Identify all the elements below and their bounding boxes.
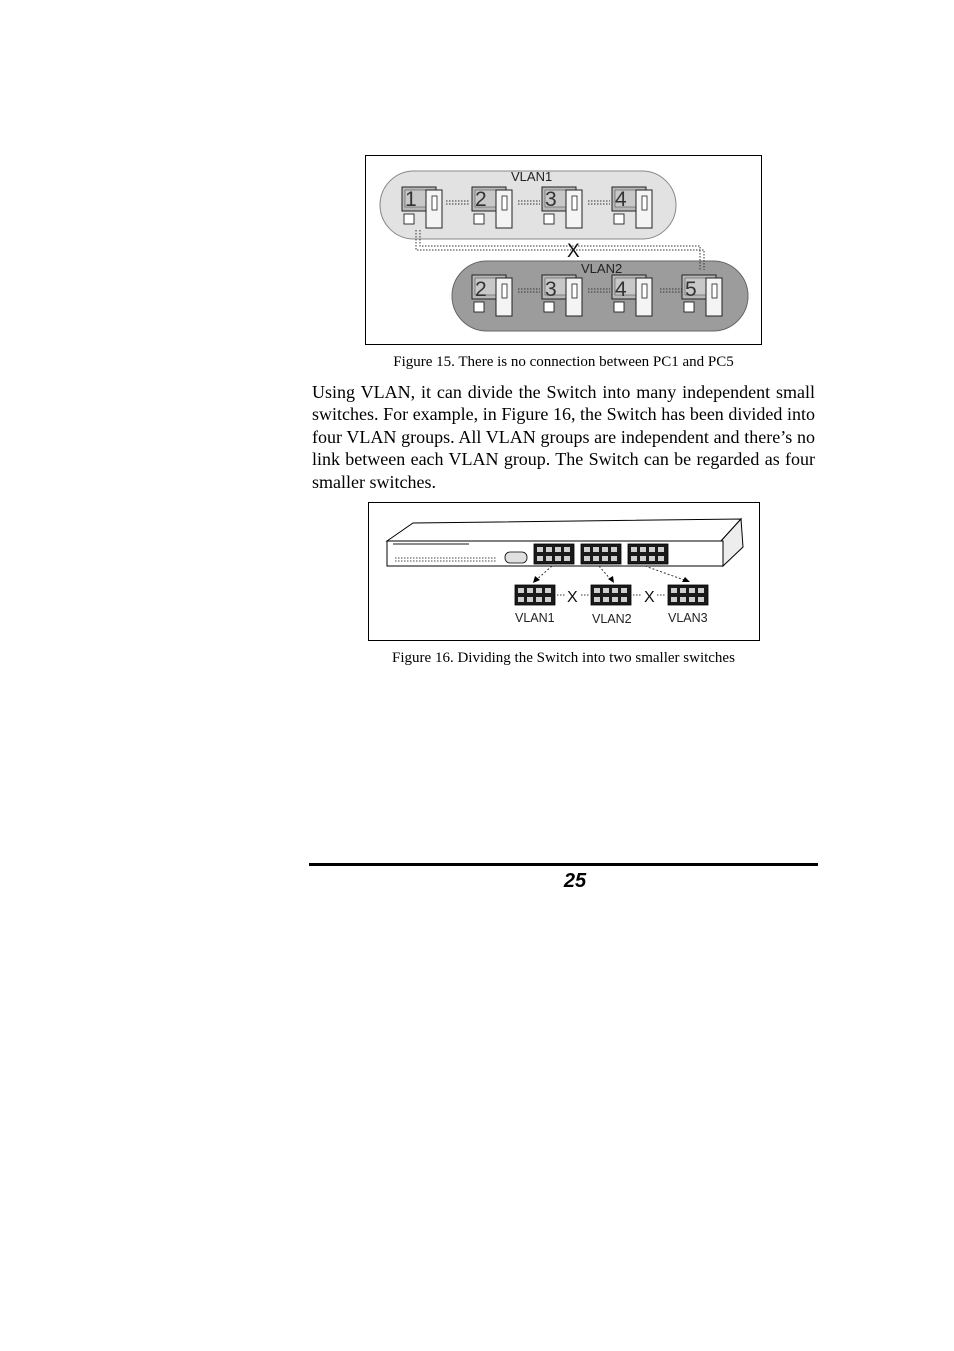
- body-paragraph: Using VLAN, it can divide the Switch into many independent small switches. For example, in Figure 16, the Switch has been divided into four VLAN groups. All VLAN groups are independent and there’s no link between each VLAN group. The Switch can be regarded as four smaller switches.: [312, 382, 815, 492]
- vlan2-label: VLAN2: [581, 261, 623, 276]
- pc-number: 3: [545, 278, 557, 301]
- switch-chassis: [387, 519, 743, 566]
- figure-16-diagram: [369, 503, 759, 640]
- vlan1-group: [515, 585, 555, 605]
- no-link-mark: X: [567, 241, 580, 262]
- no-link-mark: X: [567, 589, 578, 606]
- page-number: 25: [563, 870, 587, 892]
- pc-number: 4: [615, 278, 627, 301]
- pc-number: 1: [405, 188, 417, 211]
- pc-number: 5: [685, 278, 697, 301]
- pc-number: 2: [475, 188, 487, 211]
- pc-number: 3: [545, 188, 557, 211]
- vlan1-label: VLAN1: [515, 611, 555, 625]
- figure-15-diagram: [366, 156, 761, 344]
- footer-rule: [309, 863, 818, 866]
- vlan1-label: VLAN1: [511, 169, 553, 184]
- pc-number: 2: [475, 278, 487, 301]
- figure-15-caption: Figure 15. There is no connection between PC1 and PC5: [393, 354, 734, 370]
- no-link-mark: X: [644, 589, 655, 606]
- vlan3-group: [668, 585, 708, 605]
- figure-15: [365, 155, 762, 345]
- vlan2-label: VLAN2: [592, 612, 632, 626]
- vlan3-label: VLAN3: [668, 611, 708, 625]
- figure-16: [368, 502, 760, 641]
- vlan2-group: [591, 585, 631, 605]
- figure-16-caption: Figure 16. Dividing the Switch into two smaller switches: [392, 650, 735, 666]
- pc-number: 4: [615, 188, 627, 211]
